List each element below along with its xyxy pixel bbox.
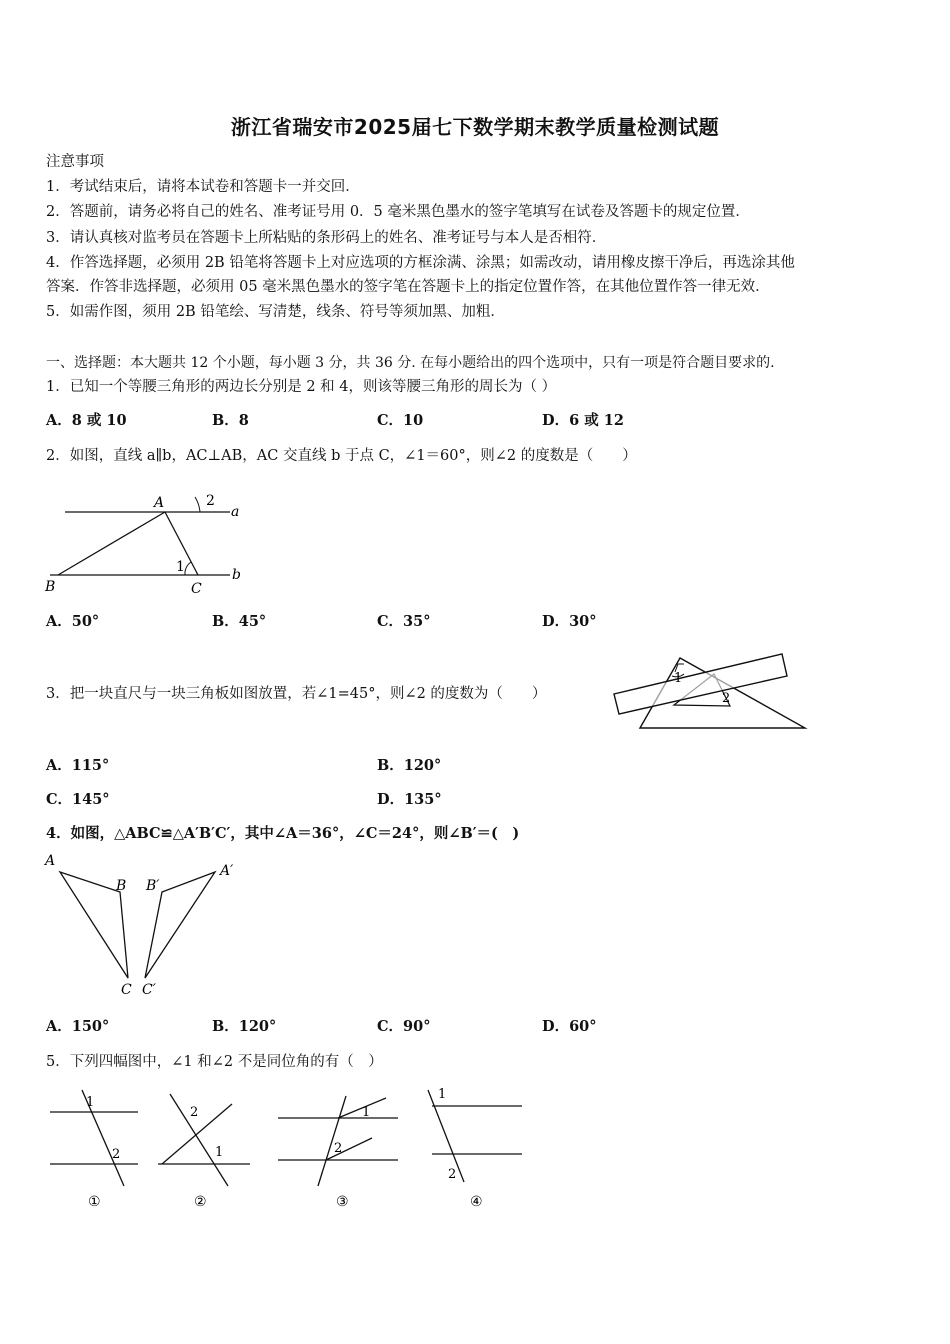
q5-f1-label-2: 2 [112,1147,121,1162]
q5-figure-1-number: ① [88,1194,101,1210]
q4-figure [40,850,250,1000]
notice-item: 3．请认真核对监考员在答题卡上所粘贴的条形码上的姓名、准考证号与本人是否相符． [46,230,607,246]
q5-figures [40,1082,560,1212]
notice-item: 1．考试结束后，请将本试卷和答题卡一并交回． [46,179,360,195]
q2-option-a: A．50° [46,613,100,630]
q3-label-angle-2: 2 [722,691,731,706]
q5-f4-label-1: 1 [438,1087,447,1102]
q2-option-d: D．30° [542,613,597,630]
notice-heading: 注意事项 [46,154,104,170]
q1-option-b: B．8 [212,412,249,429]
q5-f4-label-2: 2 [448,1167,457,1182]
q2-option-c: C．35° [377,613,431,630]
q2-label-line-b: b [232,567,241,583]
q3-option-b: B．120° [377,757,442,774]
q3-option-a: A．115° [46,757,110,774]
q4-label-b: B [116,878,127,894]
q1-option-c: C．10 [377,412,424,429]
q5-f2-label-2: 2 [190,1105,199,1120]
q5-f1-label-1: 1 [86,1095,95,1110]
q5-figure-3-number: ③ [336,1194,349,1210]
question-4-stem: 4．如图，△ABC≌△A′B′C′，其中∠A＝36°，∠C＝24°，则∠B′＝( ) [46,825,520,842]
q4-option-c: C．90° [377,1018,431,1035]
q2-label-line-a: a [231,504,240,520]
q4-label-c: C [121,982,132,998]
q5-figure-3 [278,1096,398,1210]
q4-option-a: A．150° [46,1018,110,1035]
q3-label-angle-1: 1 [674,671,683,686]
q4-label-c-prime: C′ [142,982,156,998]
q4-label-a: A [45,853,56,869]
q2-label-c-point: C [191,581,202,597]
q5-figure-4-number: ④ [470,1194,483,1210]
q1-option-d: D．6 或 12 [542,412,624,429]
notice-item: 4．作答选择题，必须用 2B 铅笔将答题卡上对应选项的方框涂满、涂黑；如需改动，请用橡皮擦干净后，再选涂其他 [46,255,795,271]
q4-label-a-prime: A′ [220,863,234,879]
q3-option-c: C．145° [46,791,110,808]
notice-item: 5．如需作图，须用 2B 铅笔绘、写清楚，线条、符号等须加黑、加粗． [46,304,505,320]
q3-option-d: D．135° [377,791,442,808]
q5-f3-label-2: 2 [334,1141,343,1156]
q2-label-angle-1: 1 [176,559,185,575]
question-2-stem: 2．如图，直线 a∥b，AC⊥AB，AC 交直线 b 于点 C，∠1＝60°，则∠2 的度数是（ ） [46,448,637,464]
q1-option-a: A．8 或 10 [46,412,127,429]
q5-figure-4 [428,1087,522,1210]
q2-label-a-point: A [154,495,165,511]
q4-option-d: D．60° [542,1018,597,1035]
q5-figure-1 [50,1090,138,1210]
q5-f3-label-1: 1 [362,1105,371,1120]
question-3-stem: 3．把一块直尺与一块三角板如图放置，若∠1=45°，则∠2 的度数为（ ） [46,686,547,702]
q2-figure [40,485,260,600]
section-heading: 一、选择题：本大题共 12 个小题，每小题 3 分，共 36 分. 在每小题给出的四个选项中，只有一项是符合题目要求的. [46,355,775,371]
q4-label-b-prime: B′ [146,878,160,894]
q3-figure [610,650,810,732]
q2-option-b: B．45° [212,613,267,630]
q5-f2-label-1: 1 [215,1145,224,1160]
q5-figure-2-number: ② [194,1194,207,1210]
q2-label-b-point: B [45,579,56,595]
q5-figure-2 [158,1094,250,1210]
question-5-stem: 5．下列四幅图中，∠1 和∠2 不是同位角的有（ ） [46,1054,383,1070]
q2-label-angle-2: 2 [206,493,215,509]
q4-option-b: B．120° [212,1018,277,1035]
question-1-stem: 1．已知一个等腰三角形的两边长分别是 2 和 4，则该等腰三角形的周长为（ ） [46,379,557,395]
page-title: 浙江省瑞安市2025届七下数学期末教学质量检测试题 [230,115,720,139]
notice-item: 2．答题前，请务必将自己的姓名、准考证号用 0．5 毫米黑色墨水的签字笔填写在试卷及答题卡的规定位置． [46,204,750,220]
notice-item: 答案．作答非选择题，必须用 05 毫米黑色墨水的签字笔在答题卡上的指定位置作答，在其他位置作答一律无效． [46,279,770,295]
